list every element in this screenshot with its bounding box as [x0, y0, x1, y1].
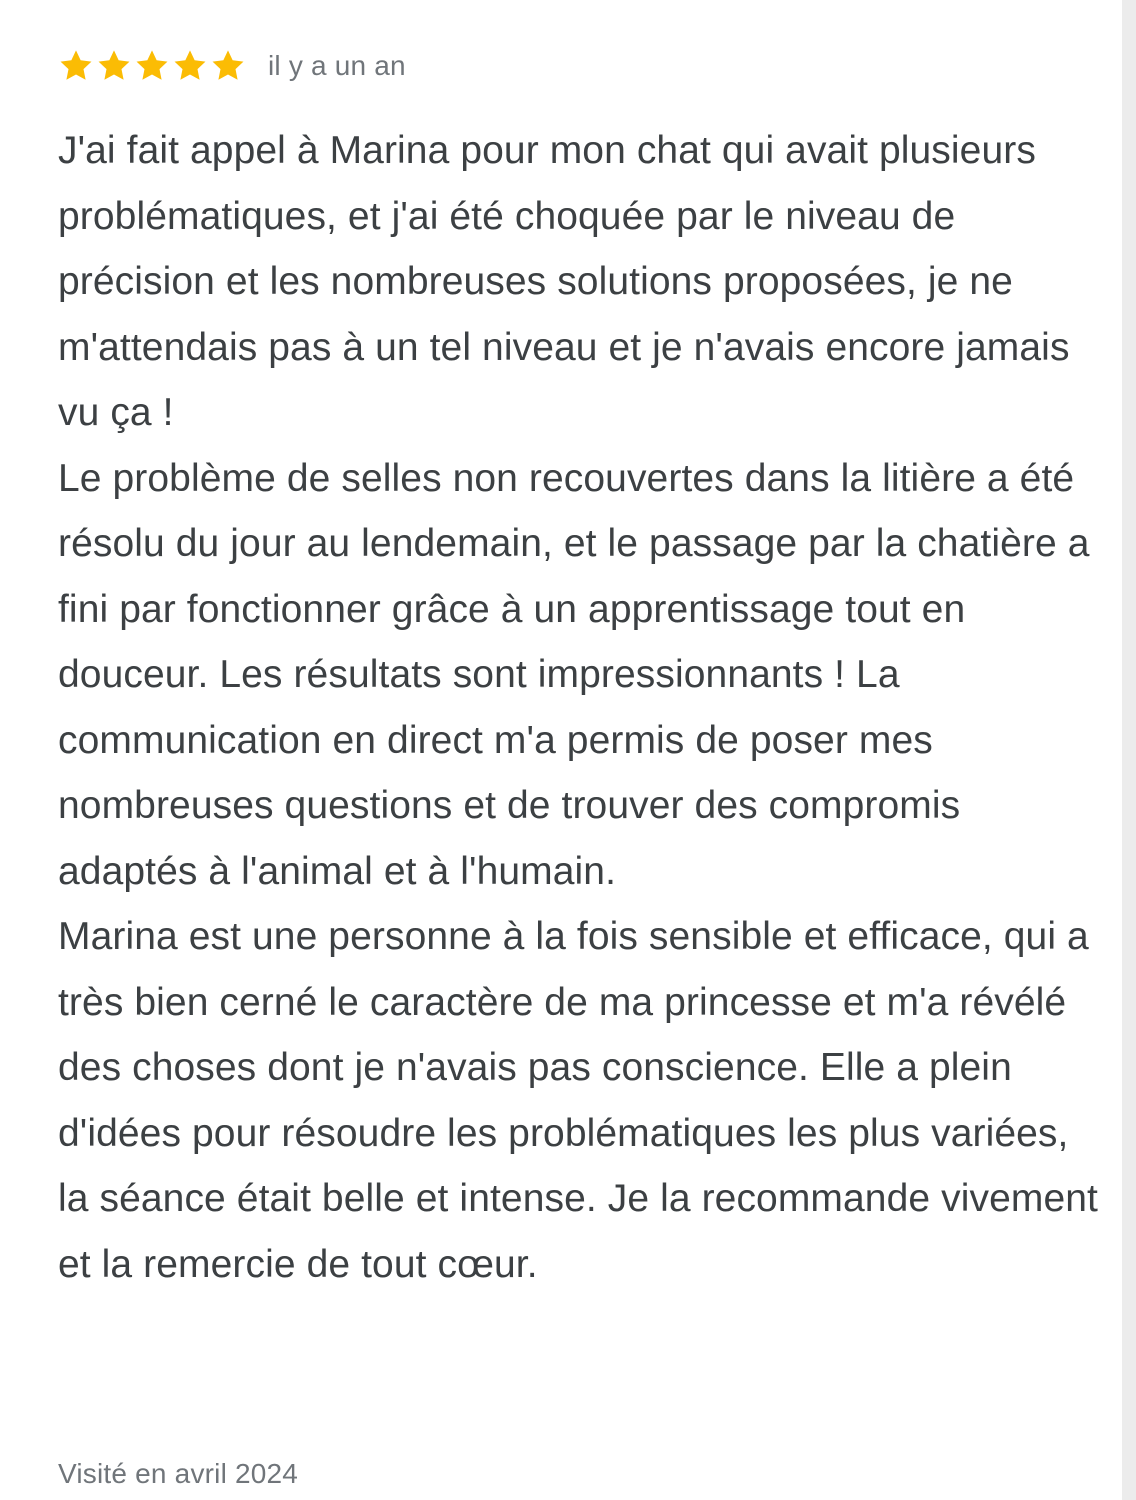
star-icon — [210, 48, 246, 84]
star-icon — [58, 48, 94, 84]
review-paragraph: Le problème de selles non recouvertes dans la litière a été résolu du jour au lendemain, et le passage par la chatière a fini par fonctionner grâce à un apprentissage tout en douceur. Les résultats sont impressionnants ! La communication en direct m'a permis de poser mes nombreuses questions et de trouver des compromis adaptés à l'animal et à l'humain. — [58, 456, 1090, 893]
visit-date: Visité en avril 2024 — [58, 1458, 299, 1489]
review-paragraph: Marina est une personne à la fois sensible et efficace, qui a très bien cerné le caractère de ma princesse et m'a révélé des choses dont je n'avais pas conscience. Elle a plein d'idées pour résoudre les problématiques les plus variées, la séance était belle et intense. Je la recommande vivement et la remercie de tout cœur. — [58, 915, 1098, 1286]
review-paragraph: J'ai fait appel à Marina pour mon chat qui avait plusieurs problématiques, et j'ai été choquée par le niveau de précision et les nombreuses solutions proposées, je ne m'attendais pas à un tel niveau et je n'avais encore jamais vu ça ! — [58, 129, 1070, 434]
star-rating — [58, 48, 246, 84]
star-icon — [134, 48, 170, 84]
star-icon — [172, 48, 208, 84]
scrollbar-track[interactable] — [1122, 0, 1136, 1500]
review-text — [58, 118, 1108, 1297]
review-header — [58, 44, 406, 88]
review-time-ago: il y a un an — [268, 50, 406, 81]
star-icon — [96, 48, 132, 84]
